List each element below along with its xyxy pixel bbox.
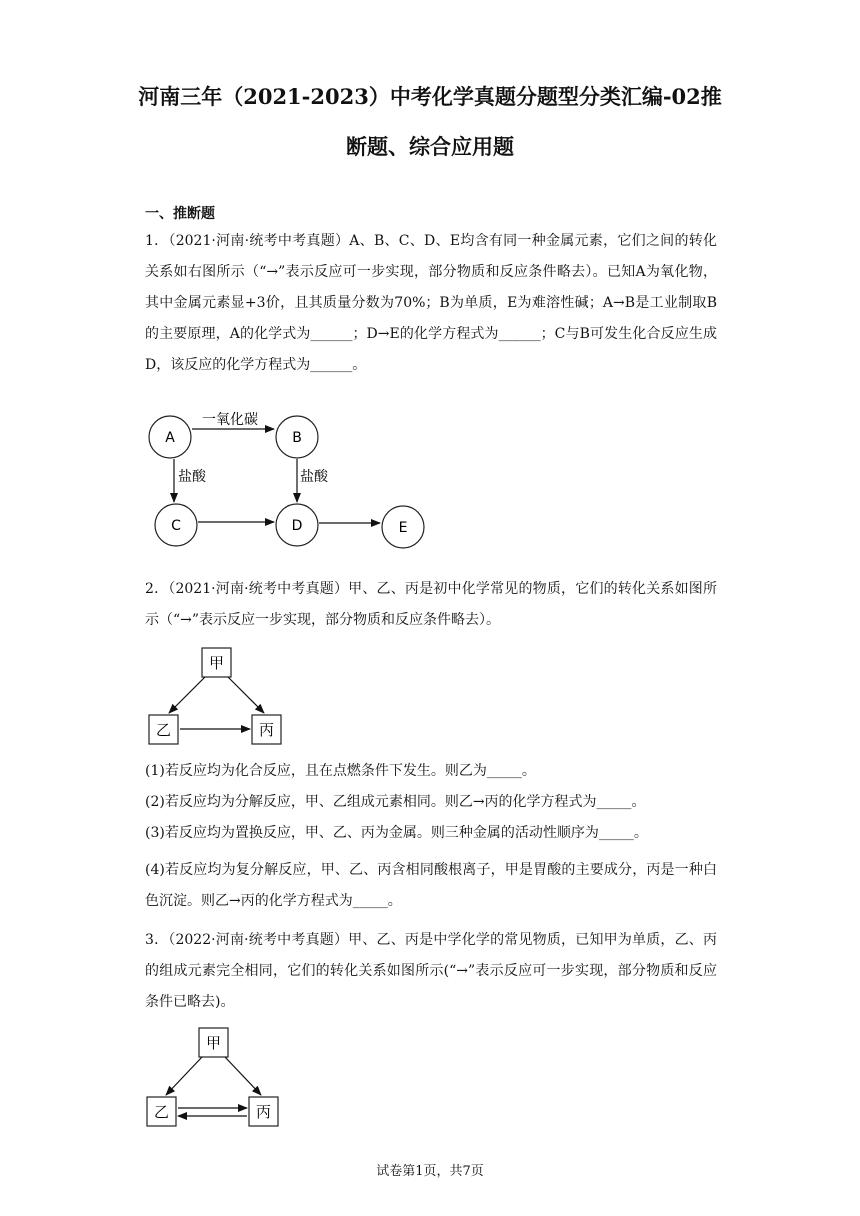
label-a-b: 一氧化碳 (202, 412, 258, 428)
svg-text:E: E (398, 520, 408, 536)
question-3-intro: 3．（2022·河南·统考中考真题）甲、乙、丙是中学化学的常见物质，已知甲为单质，乙、丙的组成元素完全相同，它们的转化关系如图所示(“→”表示反应可一步实现，部分物质和反应条件已略去)。 (145, 932, 717, 1010)
svg-text:B: B (292, 430, 302, 446)
svg-text:乙: 乙 (155, 721, 172, 739)
node-e (382, 506, 424, 548)
arrow-jia-bing (225, 1057, 261, 1095)
svg-text:甲: 甲 (205, 1034, 222, 1052)
node-a (149, 416, 191, 458)
title-line-2: 断题、综合应用题 (346, 134, 514, 159)
svg-text:丙: 丙 (258, 721, 275, 739)
node-d (276, 504, 318, 546)
question-1-diagram (140, 408, 440, 558)
question-2-intro: 2．（2021·河南·统考中考真题）甲、乙、丙是初中化学常见的物质，它们的转化关系如图所示（“→”表示反应一步实现，部分物质和反应条件略去）。 (145, 581, 717, 628)
box-bing (249, 1097, 278, 1126)
question-2-sub-1: (1)若反应均为化合反应，且在点燃条件下发生。则乙为_____。 (145, 763, 536, 779)
box-jia (199, 1028, 228, 1057)
question-2-sub-2: (2)若反应均为分解反应，甲、乙组成元素相同。则乙→丙的化学方程式为_____。 (145, 794, 646, 810)
svg-text:甲: 甲 (208, 654, 225, 672)
arrow-jia-bing (228, 677, 264, 713)
question-2-sub-3: (3)若反应均为置换反应，甲、乙、丙为金属。则三种金属的活动性顺序为_____。 (145, 825, 648, 841)
label-b-d: 盐酸 (300, 469, 328, 485)
svg-text:C: C (171, 518, 181, 534)
question-2-sub-4: (4)若反应均为复分解反应，甲、乙、丙含相同酸根离子，甲是胃酸的主要成分，丙是一种白色沉淀。则乙→丙的化学方程式为_____。 (145, 862, 717, 909)
question-3-diagram (145, 1027, 290, 1129)
arrow-jia-yi (169, 677, 205, 713)
box-yi (149, 715, 178, 744)
node-c (155, 504, 197, 546)
box-yi (147, 1097, 176, 1126)
question-1-text: 1．（2021·河南·统考中考真题）A、B、C、D、E均含有同一种金属元素，它们之间的转化关系如右图所示（“→”表示反应可一步实现，部分物质和反应条件略去）。已知A为氧化物，其中金属元素显+3价，且其质量分数为70%；B为单质，E为难溶性碱；A→B是工业制取B的主要原理，A的化学式为______；D→E的化学方程式为______；C与B可发生化合反应生成D，该反应的化学方程式为______。 (145, 233, 717, 373)
svg-text:乙: 乙 (153, 1103, 170, 1121)
svg-text:D: D (291, 518, 303, 534)
label-a-c: 盐酸 (178, 469, 206, 485)
page-title (120, 72, 740, 172)
title-line-1: 河南三年（2021-2023）中考化学真题分题型分类汇编-02推 (138, 84, 722, 109)
svg-text:A: A (165, 430, 175, 446)
svg-text:丙: 丙 (255, 1103, 272, 1121)
section-heading: 一、推断题 (145, 206, 215, 222)
box-bing (252, 715, 281, 744)
node-b (276, 416, 318, 458)
question-2-diagram (145, 647, 290, 749)
page-footer: 试卷第1页，共7页 (376, 1164, 484, 1179)
box-jia (202, 648, 231, 677)
arrow-jia-yi (166, 1057, 202, 1095)
